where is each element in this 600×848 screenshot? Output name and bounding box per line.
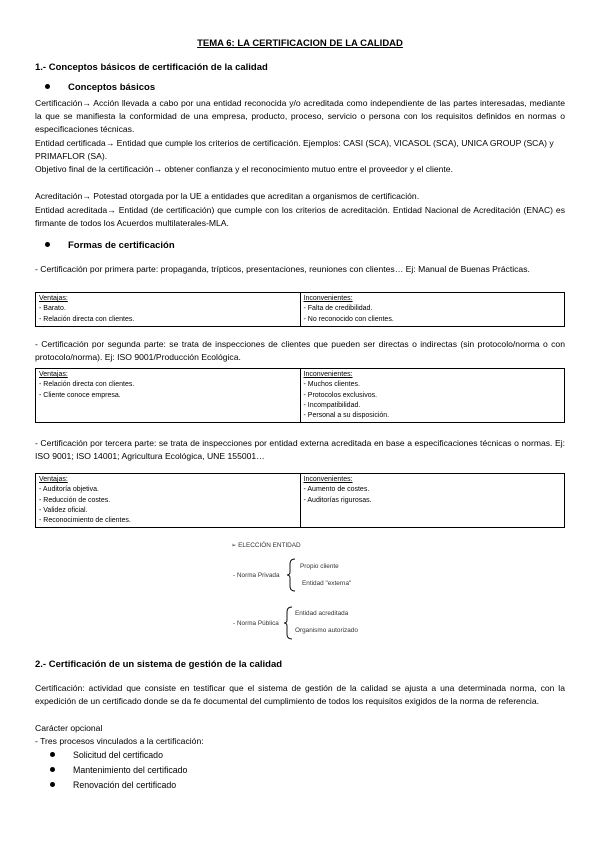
section1-heading: 1.- Conceptos básicos de certificación de la calidad: [35, 62, 268, 73]
advantages-cell: [36, 369, 301, 423]
list-item: [50, 780, 176, 790]
diagram-public-label: Norma Pública: [236, 620, 279, 627]
diagram-top-label: ELECCIÓN ENTIDAD: [238, 542, 301, 549]
disadvantages-heading: Inconvenientes:: [303, 476, 353, 483]
disadvantage-item: - Personal a su disposición.: [303, 412, 390, 420]
bullet-icon: [50, 767, 55, 772]
dash-icon: -: [233, 620, 237, 627]
diagram-private-opt: Propio cliente: [300, 563, 339, 570]
table-tercera-parte: [35, 473, 565, 528]
para-certificacion: Certificación→ Acción llevada a cabo por una entidad reconocida y/o acreditada como independiente de las partes interesadas, mediante la que se manifiesta la conformidad de una empresa, producto, proceso, servicio o persona con los requisitos definidos en normas o especificaciones técnicas.: [35, 98, 565, 135]
para-objetivo: Objetivo final de la certificación→ obtener confianza y el reconocimiento mutuo entre el proveedor y el cliente.: [35, 164, 453, 174]
list-item-label: Solicitud del certificado: [73, 750, 163, 760]
diagram-private-label: Norma Privada: [236, 572, 280, 579]
bullet-icon: [45, 242, 50, 247]
dash-icon: -: [233, 572, 237, 579]
table-primera-parte: [35, 292, 565, 327]
diagram-private-row: [233, 572, 280, 579]
list-item-label: Renovación del certificado: [73, 780, 177, 790]
advantages-heading: Ventajas:: [39, 476, 68, 483]
arrow-bullet-icon: ➢: [231, 542, 239, 549]
para-procesos: - Tres procesos vinculados a la certificación:: [35, 736, 204, 746]
disadvantage-item: - Falta de credibilidad.: [303, 305, 373, 313]
bullet-formas: [45, 240, 175, 251]
list-item: [50, 750, 163, 760]
list-item: [50, 765, 187, 775]
disadvantage-item: - Muchos clientes.: [303, 381, 360, 389]
bullet-conceptos: [45, 82, 155, 93]
advantages-heading: Ventajas:: [39, 371, 68, 378]
brace-private-icon: [287, 558, 297, 592]
advantage-item: - Cliente conoce empresa.: [39, 391, 121, 399]
advantages-cell: [36, 474, 301, 528]
advantage-item: - Relación directa con clientes.: [39, 381, 135, 389]
diagram-public-opt: Organismo autorizado: [295, 627, 358, 634]
advantage-item: - Reconocimiento de clientes.: [39, 517, 131, 525]
bullet-label: Formas de certificación: [68, 240, 175, 251]
disadvantage-item: - Aumento de costes.: [303, 486, 370, 494]
disadvantage-item: - Incompatibilidad.: [303, 401, 361, 409]
bullet-icon: [45, 84, 50, 89]
table-segunda-parte: [35, 368, 565, 423]
bullet-icon: [50, 782, 55, 787]
para-caracter: Carácter opcional: [35, 723, 103, 733]
disadvantages-cell: [300, 369, 565, 423]
diagram-top-row: [231, 541, 301, 549]
advantages-heading: Ventajas:: [39, 295, 68, 302]
para-segunda-parte: - Certificación por segunda parte: se trata de inspecciones de clientes que pueden ser directas o indirectas (sin protocolo/norma o con protocolo/norma). Ej: ISO 9001/Producción Ecológica.: [35, 339, 565, 363]
bullet-icon: [50, 752, 55, 757]
disadvantage-item: - Auditorías rigurosas.: [303, 496, 372, 504]
para-entidad-acreditada: Entidad acreditada→ Entidad (de certificación) que cumple con los criterios de acreditación. Entidad Nacional de Acreditación (ENAC) es firmante de todos los Acuerdos multilaterales-MLA.: [35, 205, 565, 229]
brace-public-icon: [284, 606, 294, 640]
advantage-item: - Validez oficial.: [39, 506, 88, 514]
advantage-item: - Barato.: [39, 305, 66, 313]
bullet-label: Conceptos básicos: [68, 82, 156, 93]
disadvantage-item: - Protocolos exclusivos.: [303, 391, 378, 399]
para-tercera-parte: - Certificación por tercera parte: se trata de inspecciones por entidad externa acreditada en base a especificaciones técnicas o normas. Ej: ISO 9001; ISO 14001; Agricultura Ecológica, UNE 155001…: [35, 438, 565, 462]
diagram-private-opt: Entidad "externa": [302, 580, 352, 587]
disadvantages-heading: Inconvenientes:: [303, 295, 353, 302]
advantage-item: - Reducción de costes.: [39, 496, 111, 504]
disadvantages-heading: Inconvenientes:: [303, 371, 353, 378]
para-entidad-certificada: Entidad certificada→ Entidad que cumple los criterios de certificación. Ejemplos: CASI (SCA), VICASOL (SCA), UNICA GROUP (SCA) y PRIMAFLOR (SA).: [35, 138, 554, 162]
page-title: TEMA 6: LA CERTIFICACION DE LA CALIDAD: [197, 38, 403, 49]
advantages-cell: [36, 293, 301, 327]
para-acreditacion: Acreditación→ Potestad otorgada por la UE a entidades que acreditan a organismos de certificación.: [35, 191, 420, 201]
para-primera-parte: - Certificación por primera parte: propaganda, trípticos, presentaciones, reuniones con clientes… Ej: Manual de Buenas Prácticas.: [35, 264, 530, 274]
section2-heading: 2.- Certificación de un sistema de gestión de la calidad: [35, 659, 283, 670]
list-item-label: Mantenimiento del certificado: [73, 765, 188, 775]
disadvantage-item: - No reconocido con clientes.: [303, 315, 394, 323]
para-certificacion-sgc: Certificación: actividad que consiste en testificar que el sistema de gestión de la calidad se ajusta a una determinada norma, con la expedición de un certificado donde se da fe documental del cumplimiento de todos los requisitos exigidos de la norma de referencia.: [35, 683, 565, 707]
diagram-public-row: [233, 620, 279, 627]
advantage-item: - Auditoría objetiva.: [39, 486, 99, 494]
disadvantages-cell: [300, 474, 565, 528]
diagram-public-opt: Entidad acreditada: [295, 610, 349, 617]
disadvantages-cell: [300, 293, 565, 327]
advantage-item: - Relación directa con clientes.: [39, 315, 135, 323]
